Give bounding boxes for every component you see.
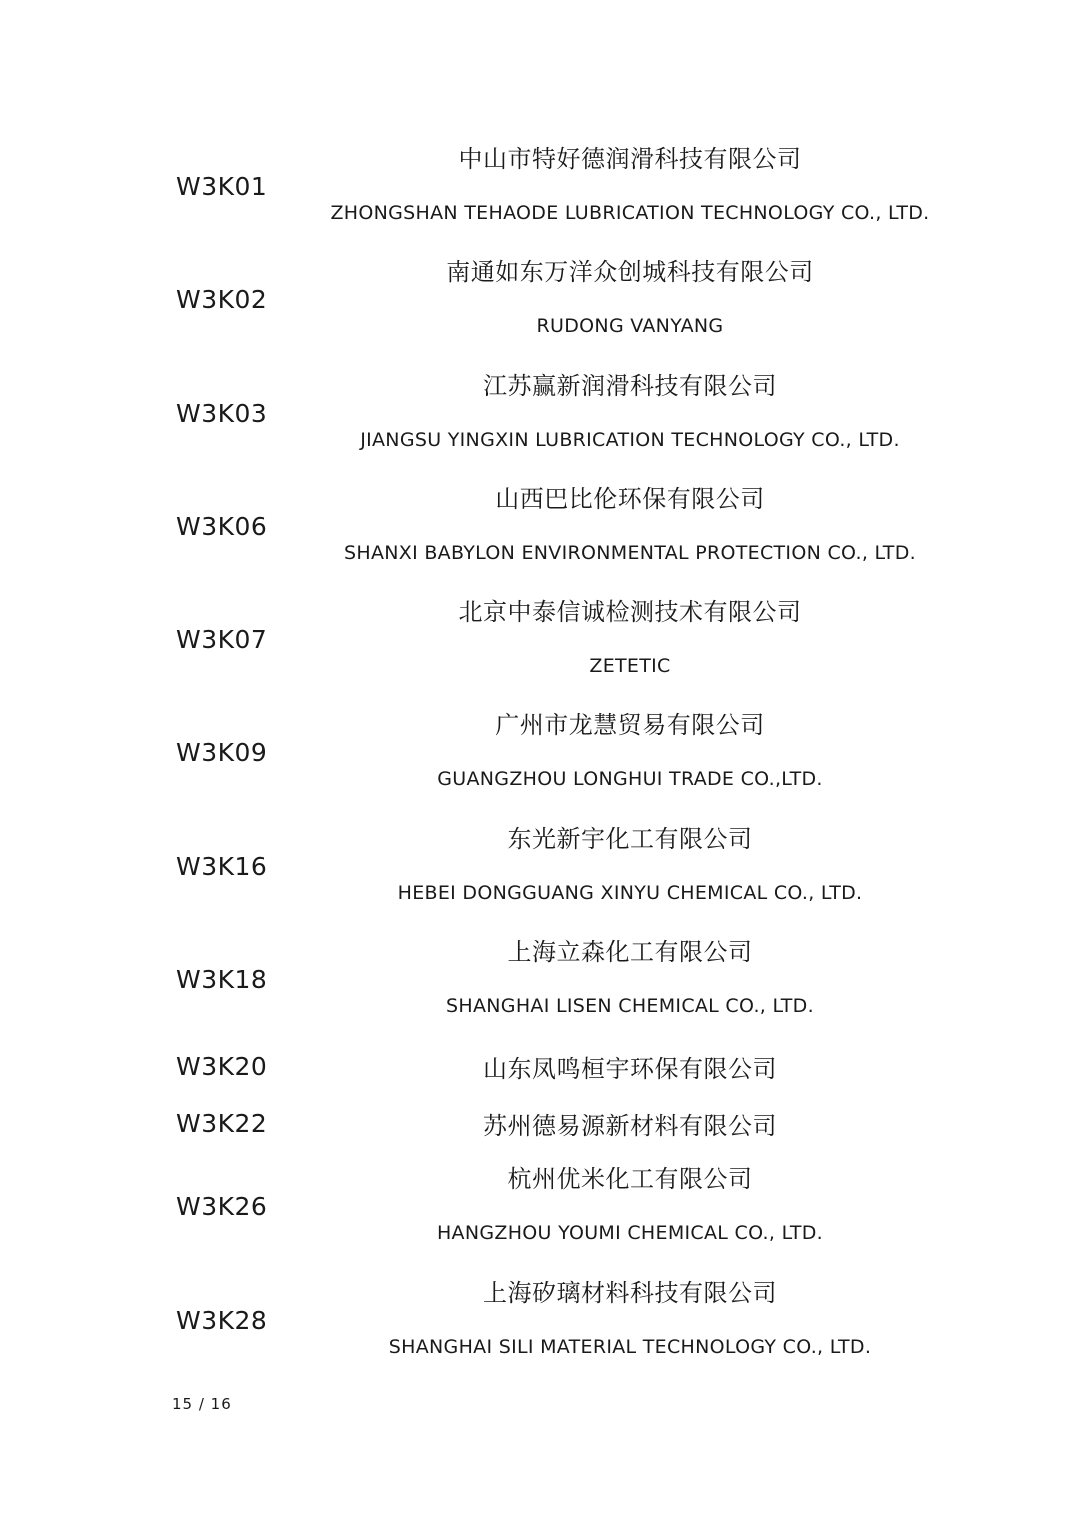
page-number: 15 / 16 (172, 1395, 232, 1413)
company-names (280, 1111, 980, 1141)
booth-number: W3K06 (176, 511, 268, 541)
company-names (280, 371, 980, 452)
booth-number: W3K16 (176, 851, 268, 881)
company-name-en: SHANGHAI SILI MATERIAL TECHNOLOGY CO., LTD. (388, 1335, 872, 1358)
exhibitor-row (0, 925, 1080, 1038)
company-name-en: HANGZHOU YOUMI CHEMICAL CO., LTD. (436, 1222, 824, 1245)
company-name-en: JIANGSU YINGXIN LUBRICATION TECHNOLOGY CO., LTD. (360, 428, 900, 451)
exhibitor-row (0, 1095, 1080, 1152)
company-name-en: GUANGZHOU LONGHUI TRADE CO.,LTD. (437, 768, 823, 791)
company-name-en: RUDONG VANYANG (536, 315, 724, 338)
exhibitor-list (0, 132, 1080, 1379)
exhibitor-row (0, 1266, 1080, 1379)
booth-number: W3K01 (176, 172, 268, 201)
exhibitor-row (0, 1038, 1080, 1095)
company-names (280, 144, 980, 225)
exhibitor-row (0, 359, 1080, 472)
booth-number: W3K09 (176, 738, 268, 768)
company-names (280, 937, 980, 1018)
exhibitor-row (0, 472, 1080, 585)
booth-number: W3K26 (176, 1192, 268, 1222)
company-name-cn: 北京中泰信诚检测技术有限公司 (458, 598, 802, 627)
company-name-cn: 广州市龙慧贸易有限公司 (495, 711, 765, 740)
booth-number: W3K03 (176, 398, 268, 428)
company-name-en: SHANXI BABYLON ENVIRONMENTAL PROTECTION CO., LTD. (344, 541, 916, 564)
company-name-cn: 东光新宇化工有限公司 (507, 824, 753, 853)
company-name-cn: 苏州德易源新材料有限公司 (483, 1112, 777, 1141)
exhibitor-row (0, 585, 1080, 698)
company-name-cn: 上海矽璃材料科技有限公司 (483, 1278, 777, 1307)
booth-number: W3K07 (176, 625, 268, 655)
exhibitor-row (0, 812, 1080, 925)
booth-number: W3K22 (176, 1109, 268, 1139)
company-names (280, 1054, 980, 1084)
exhibitor-row (0, 132, 1080, 245)
company-name-cn: 上海立森化工有限公司 (507, 938, 753, 967)
company-name-cn: 山东凤鸣桓宇环保有限公司 (483, 1055, 777, 1084)
booth-number: W3K18 (176, 965, 268, 995)
company-names (280, 257, 980, 338)
company-name-cn: 江苏赢新润滑科技有限公司 (483, 371, 777, 400)
booth-number: W3K20 (176, 1052, 268, 1082)
company-name-cn: 南通如东万洋众创城科技有限公司 (446, 258, 814, 287)
company-name-cn: 山西巴比伦环保有限公司 (495, 484, 765, 513)
exhibitor-row (0, 245, 1080, 358)
company-names (280, 484, 980, 565)
company-names (280, 597, 980, 678)
company-names (280, 1278, 980, 1359)
company-name-en: SHANGHAI LISEN CHEMICAL CO., LTD. (446, 995, 814, 1018)
company-name-cn: 杭州优米化工有限公司 (507, 1165, 753, 1194)
company-names (280, 710, 980, 791)
company-name-en: ZETETIC (589, 655, 671, 678)
booth-number: W3K28 (176, 1305, 268, 1335)
exhibitor-row (0, 1152, 1080, 1265)
company-names (280, 1164, 980, 1245)
booth-number: W3K02 (176, 285, 268, 315)
company-name-en: HEBEI DONGGUANG XINYU CHEMICAL CO., LTD. (397, 881, 863, 904)
company-names (280, 824, 980, 905)
company-name-en: ZHONGSHAN TEHAODE LUBRICATION TECHNOLOGY CO., LTD. (330, 202, 930, 224)
exhibitor-row (0, 698, 1080, 811)
company-name-cn: 中山市特好德润滑科技有限公司 (458, 145, 802, 173)
